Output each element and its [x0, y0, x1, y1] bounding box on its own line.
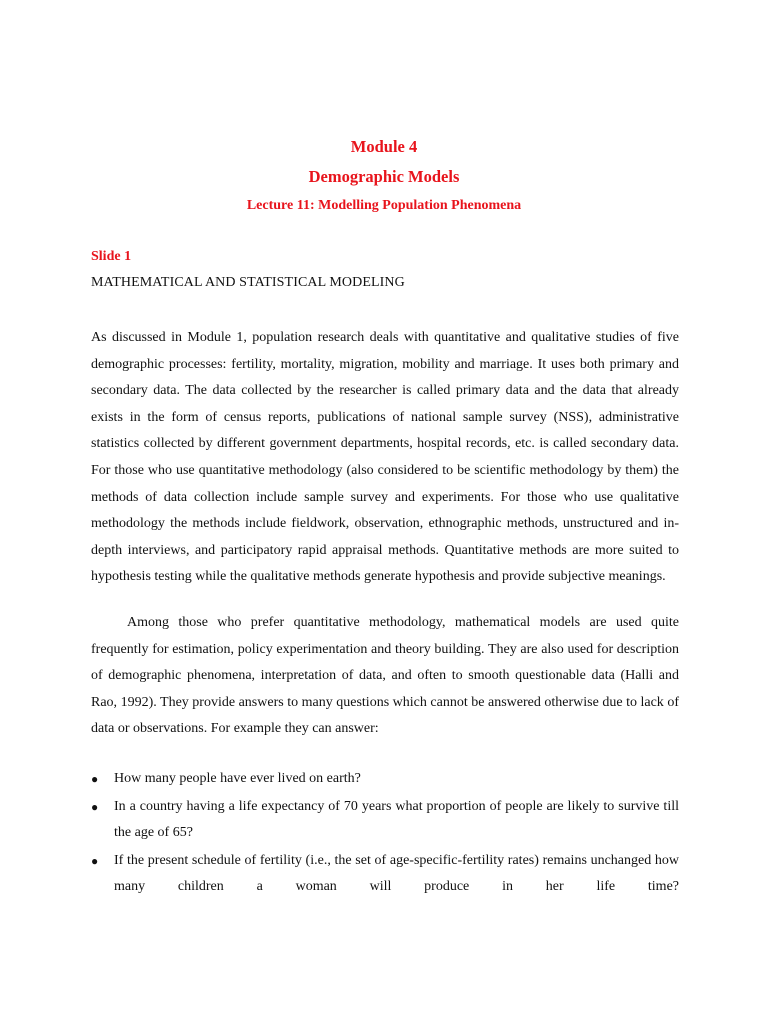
body-paragraph: Among those who prefer quantitative methodology, mathematical models are used quite frequently for estimation, policy experimentation and theory building. They are also used for description of demographic phenomena, interpretation of data, and often to smooth questionable data (Halli and Rao, 1992). They provide answers to many questions which cannot be answered otherwise due to lack of data or observations. For example they can answer:	[91, 615, 679, 737]
list-item	[91, 848, 679, 901]
list-item	[91, 766, 679, 793]
list-item	[91, 794, 679, 847]
document-title: Demographic Models	[308, 167, 460, 186]
bullet-icon: ●	[91, 853, 99, 868]
list-item-text: In a country having a life expectancy of 70 years what proportion of people are likely to survive till the age of 65?	[114, 798, 679, 841]
slide-label: Slide 1	[91, 249, 132, 264]
lecture-subtitle: Lecture 11: Modelling Population Phenomena	[246, 198, 522, 213]
list-item-text: If the present schedule of fertility (i.e., the set of age-specific-fertility rates) remains unchanged how many children a woman will produce in her life time?	[114, 852, 679, 895]
module-heading: Module 4	[350, 137, 418, 156]
body-paragraph: As discussed in Module 1, population research deals with quantitative and qualitative studies of five demographic processes: fertility, mortality, migration, mobility and marriage. It uses both primary and secondary data. The data collected by the researcher is called primary data and the data that already exists in the form of census reports, publications of national sample survey (NSS), administrative statistics collected by different government departments, hospital records, etc. is called secondary data. For those who use quantitative methodology (also considered to be scientific methodology by them) the methods of data collection include sample survey and experiments. For those who use qualitative methodology the methods include fieldwork, observation, ethnographic methods, unstructured and in-depth interviews, and participatory rapid appraisal methods. Quantitative methods are more suited to hypothesis testing while the qualitative methods generate hypothesis and provide subjective meanings.	[91, 330, 679, 585]
list-item-text: How many people have ever lived on earth?	[114, 771, 361, 786]
bullet-icon: ●	[91, 772, 99, 786]
section-title: MATHEMATICAL AND STATISTICAL MODELING	[91, 275, 405, 290]
question-list	[91, 766, 679, 902]
bullet-icon: ●	[91, 799, 99, 814]
